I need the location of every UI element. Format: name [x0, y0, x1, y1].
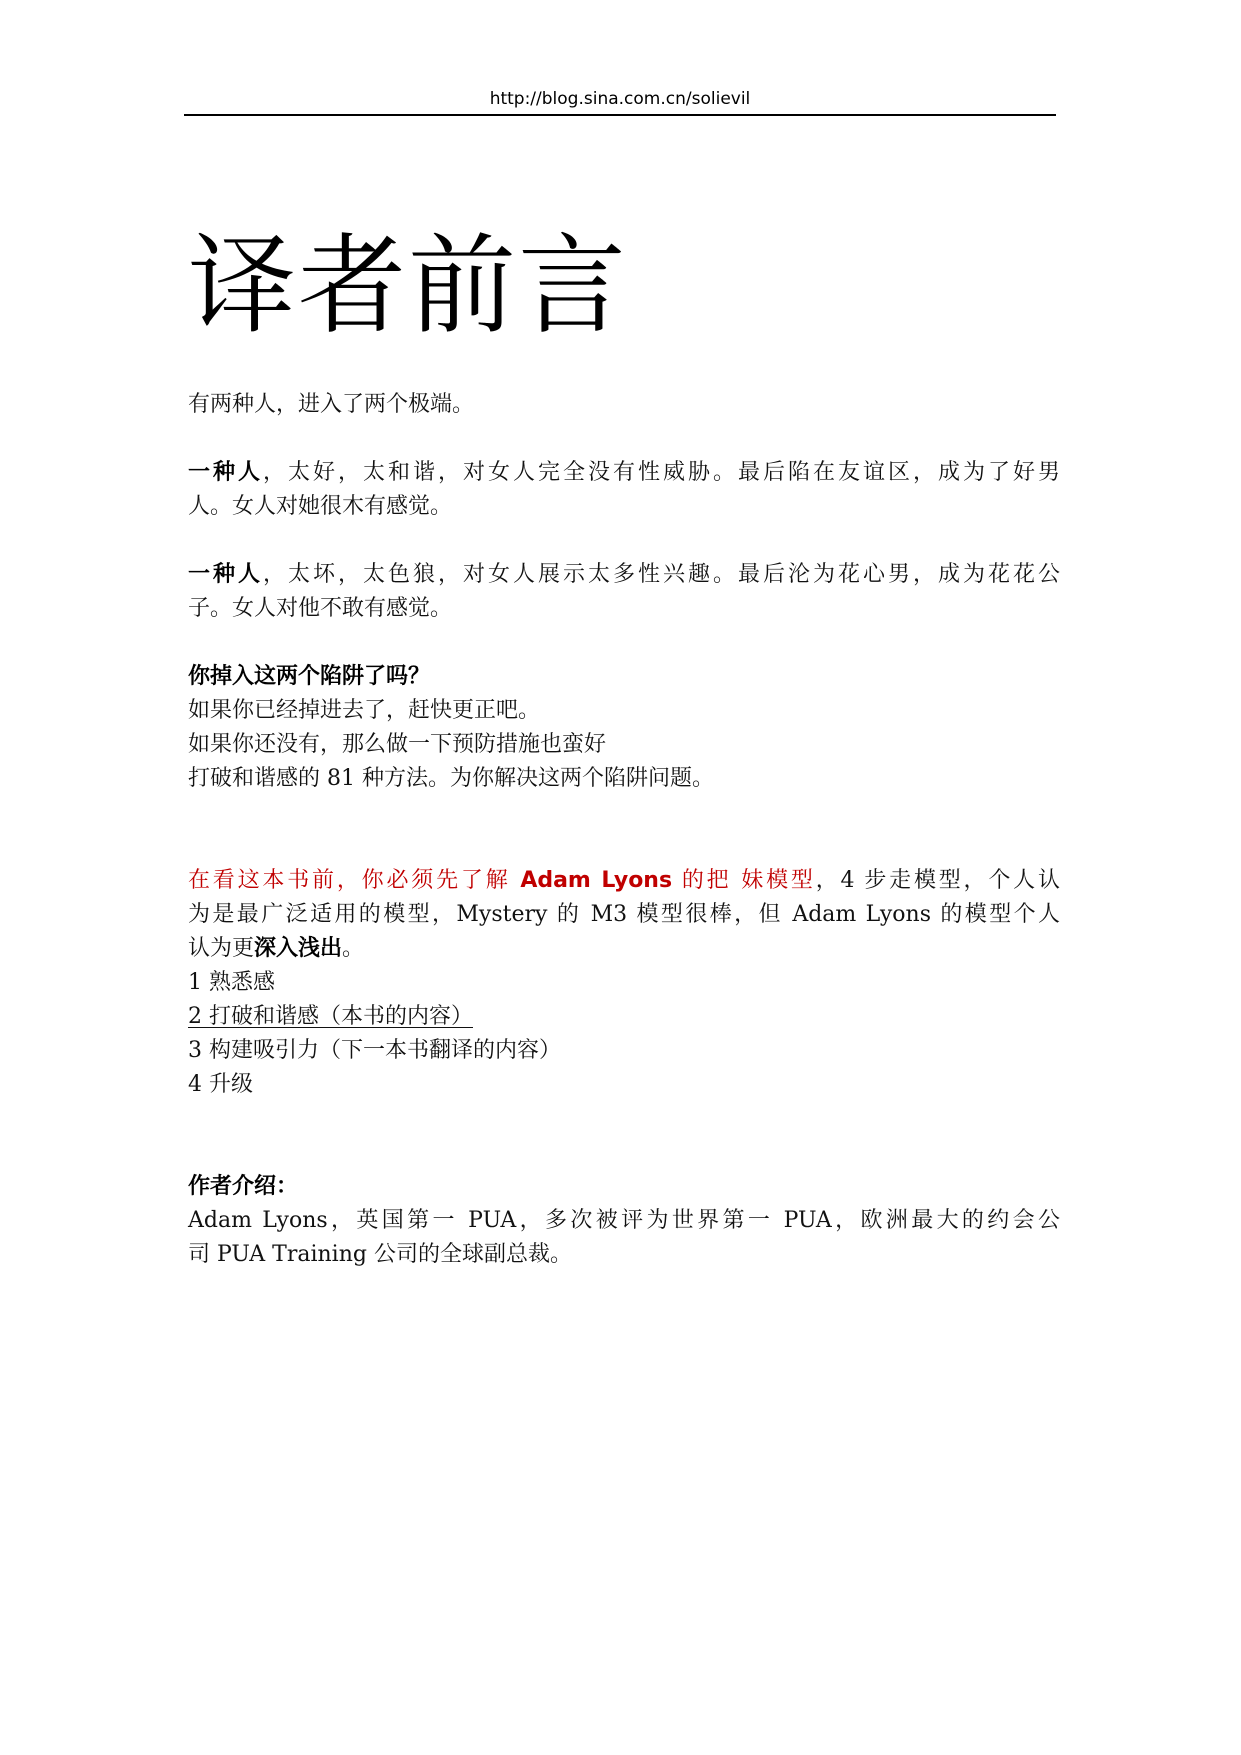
model-red-text-1: 在看这本书前，你必须先了解 [188, 868, 521, 893]
model-line1 [188, 864, 1060, 898]
trap-line3: 打破和谐感的 81 种方法。为你解决这两个陷阱问题。 [188, 766, 714, 791]
type1-line1-text: ，太好，太和谐，对女人完全没有性威胁。最后陷在友谊区，成为了好男 [263, 460, 1060, 485]
intro-line: 有两种人，进入了两个极端。 [188, 392, 475, 417]
step-item-2 [188, 1000, 1060, 1034]
header-url: http://blog.sina.com.cn/solievil [489, 89, 751, 109]
step-item-1: 1 熟悉感 [188, 970, 275, 995]
model-line3-post: 。 [342, 936, 365, 961]
type1-label: 一种人 [188, 460, 263, 485]
author-line1: Adam Lyons，英国第一 PUA，多次被评为世界第一 PUA，欧洲最大的约会公 [188, 1208, 1060, 1233]
model-line1-text: ，4 步走模型，个人认 [815, 868, 1060, 893]
model-line3-pre: 认为更 [188, 936, 255, 961]
author-heading: 作者介绍： [188, 1174, 299, 1199]
step-item-3: 3 构建吸引力（下一本书翻译的内容） [188, 1038, 561, 1063]
model-line2: 为是最广泛适用的模型，Mystery 的 M3 模型很棒，但 Adam Lyons 的模型个人 [188, 902, 1060, 927]
type1-line2: 人。女人对她很木有感觉。 [188, 494, 453, 519]
type2-line2: 子。女人对他不敢有感觉。 [188, 596, 453, 621]
trap-line2: 如果你还没有，那么做一下预防措施也蛮好 [188, 732, 607, 757]
type1-line1 [188, 456, 1060, 490]
trap-line1: 如果你已经掉进去了，赶快更正吧。 [188, 698, 541, 723]
model-red-text-2: 的把 妹模型 [672, 868, 816, 893]
author-line2: 司 PUA Training 公司的全球副总裁。 [188, 1242, 572, 1267]
model-red-name: Adam Lyons [520, 868, 673, 893]
type2-line1-text: ，太坏，太色狼，对女人展示太多性兴趣。最后沦为花心男，成为花花公 [263, 562, 1060, 587]
type2-label: 一种人 [188, 562, 263, 587]
model-line3 [188, 932, 1060, 966]
model-line3-bold: 深入浅出 [254, 936, 343, 961]
step-item-4: 4 升级 [188, 1072, 253, 1097]
trap-question: 你掉入这两个陷阱了吗？ [188, 664, 431, 689]
type2-line1 [188, 558, 1060, 592]
page-header [184, 88, 1056, 116]
step-item-2-text: 2 打破和谐感（本书的内容） [188, 1004, 473, 1029]
document-title: 译者前言 [188, 224, 629, 349]
